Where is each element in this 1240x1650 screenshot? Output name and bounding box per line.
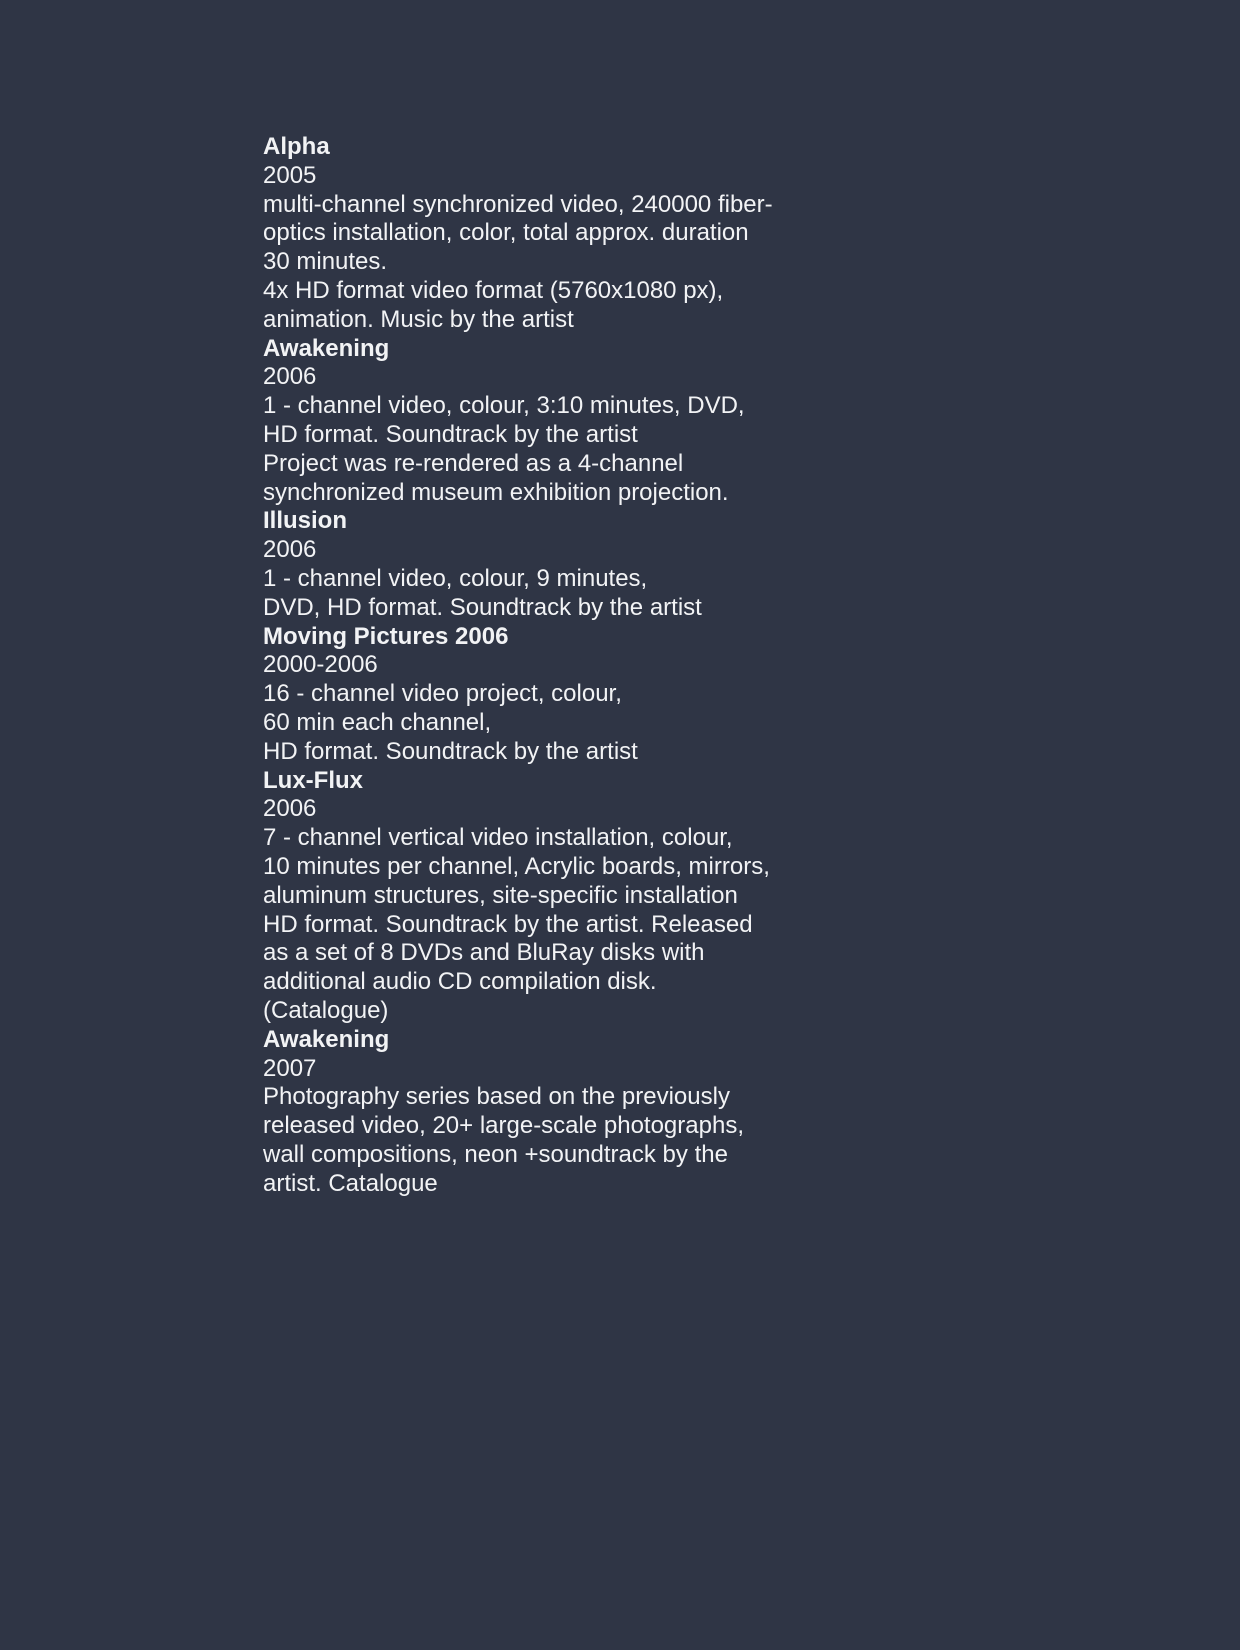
- description-line: Project was re-rendered as a 4-channel: [263, 449, 684, 477]
- work-entry-awakening-2006: [263, 335, 823, 508]
- work-entry-awakening-2007: [263, 1026, 823, 1199]
- description-line: wall compositions, neon +soundtrack by the: [263, 1140, 728, 1168]
- description-line: HD format. Soundtrack by the artist: [263, 737, 638, 765]
- work-description: [263, 191, 823, 335]
- work-description: [263, 680, 823, 766]
- description-line: as a set of 8 DVDs and BluRay disks with: [263, 939, 705, 967]
- description-line: DVD, HD format. Soundtrack by the artist: [263, 593, 702, 621]
- description-line: synchronized museum exhibition projection.: [263, 478, 729, 506]
- description-line: 30 minutes.: [263, 248, 388, 276]
- work-year: 2006: [263, 363, 317, 391]
- description-line: aluminum structures, site-specific installation: [263, 881, 738, 909]
- description-line: HD format. Soundtrack by the artist. Released: [263, 910, 753, 938]
- work-title: Awakening: [263, 334, 390, 362]
- description-line: 1 - channel video, colour, 9 minutes,: [263, 564, 648, 592]
- work-title: Alpha: [263, 133, 330, 160]
- work-description: [263, 392, 823, 507]
- work-entry-lux-flux: [263, 767, 823, 1026]
- description-line: released video, 20+ large-scale photographs,: [263, 1112, 744, 1140]
- description-line: additional audio CD compilation disk.: [263, 968, 657, 996]
- work-title: Illusion: [263, 507, 347, 535]
- description-line: 16 - channel video project, colour,: [263, 680, 622, 708]
- work-title: Moving Pictures 2006: [263, 622, 509, 650]
- description-line: multi-channel synchronized video, 240000 fiber-: [263, 190, 773, 218]
- description-line: optics installation, color, total approx. duration: [263, 219, 749, 247]
- description-line: 1 - channel video, colour, 3:10 minutes, DVD,: [263, 392, 745, 420]
- works-list: [263, 133, 823, 1198]
- work-title: Lux-Flux: [263, 766, 363, 794]
- description-line: 10 minutes per channel, Acrylic boards, mirrors,: [263, 852, 770, 880]
- work-description: [263, 824, 823, 1026]
- work-year: 2006: [263, 536, 317, 564]
- work-year: 2006: [263, 795, 317, 823]
- work-title: Awakening: [263, 1025, 390, 1053]
- description-line: HD format. Soundtrack by the artist: [263, 420, 638, 448]
- work-description: [263, 565, 823, 623]
- description-line: animation. Music by the artist: [263, 305, 574, 333]
- work-year: 2005: [263, 161, 317, 189]
- description-line: artist. Catalogue: [263, 1169, 438, 1197]
- work-year: 2007: [263, 1054, 317, 1082]
- work-year: 2000-2006: [263, 651, 378, 679]
- description-line: 4x HD format video format (5760x1080 px),: [263, 276, 724, 304]
- work-entry-moving-pictures: [263, 623, 823, 767]
- work-entry-alpha: [263, 133, 823, 335]
- description-line: Photography series based on the previously: [263, 1083, 730, 1111]
- description-line: (Catalogue): [263, 996, 389, 1024]
- description-line: 60 min each channel,: [263, 708, 492, 736]
- work-description: [263, 1083, 823, 1198]
- work-entry-illusion: [263, 507, 823, 622]
- description-line: 7 - channel vertical video installation, colour,: [263, 824, 733, 852]
